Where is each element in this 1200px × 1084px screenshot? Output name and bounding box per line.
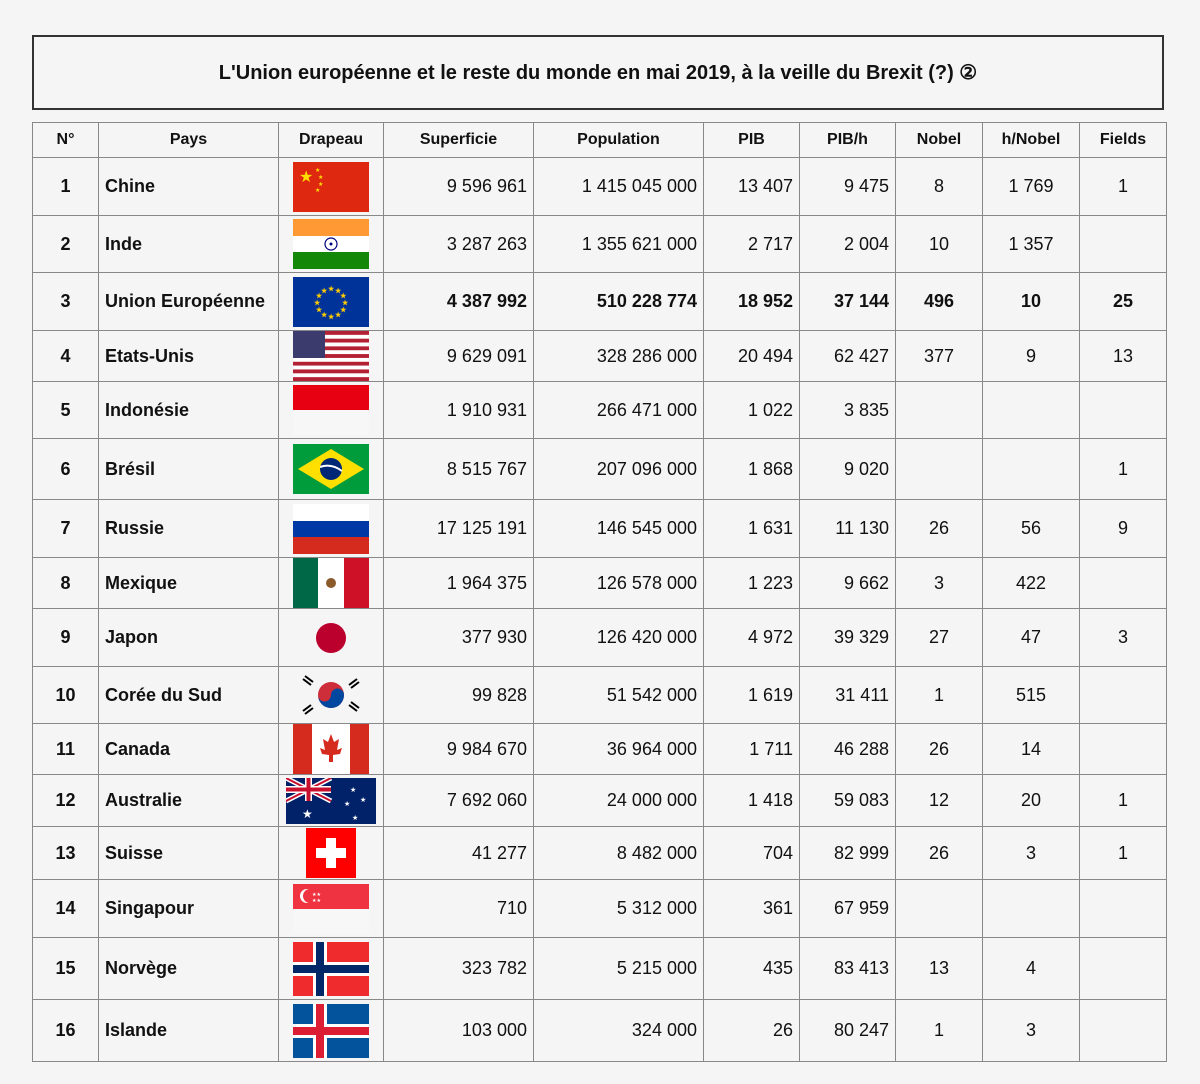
- header-row: [33, 123, 1167, 158]
- rank-cell: 12: [33, 775, 99, 827]
- table-row: [33, 827, 1167, 880]
- header-drapeau: Drapeau: [279, 123, 384, 158]
- h-nobel-cell: [983, 439, 1080, 500]
- svg-text:★: ★: [344, 800, 351, 808]
- superficie-cell: 9 629 091: [384, 331, 534, 382]
- h-nobel-cell: 9: [983, 331, 1080, 382]
- superficie-cell: 710: [384, 880, 534, 938]
- fields-cell: 1: [1080, 775, 1167, 827]
- nobel-cell: 10: [896, 216, 983, 273]
- rank-cell: 13: [33, 827, 99, 880]
- population-cell: 266 471 000: [534, 382, 704, 439]
- pib-cell: 18 952: [704, 273, 800, 331]
- pib-h-cell: 59 083: [800, 775, 896, 827]
- svg-text:★: ★: [328, 285, 335, 293]
- korea-flag-icon: [279, 667, 384, 724]
- pib-cell: 1 631: [704, 500, 800, 558]
- countries-table: [32, 122, 1167, 1062]
- fields-cell: 1: [1080, 158, 1167, 216]
- population-cell: 5 215 000: [534, 938, 704, 1000]
- svg-text:★: ★: [328, 313, 335, 321]
- pib-cell: 704: [704, 827, 800, 880]
- nobel-cell: 377: [896, 331, 983, 382]
- pib-cell: 20 494: [704, 331, 800, 382]
- nobel-cell: 12: [896, 775, 983, 827]
- country-name: Inde: [99, 216, 279, 273]
- h-nobel-cell: [983, 880, 1080, 938]
- pib-h-cell: 67 959: [800, 880, 896, 938]
- header-pib-h: PIB/h: [800, 123, 896, 158]
- fields-cell: 3: [1080, 609, 1167, 667]
- rank-cell: 11: [33, 724, 99, 775]
- fields-cell: [1080, 382, 1167, 439]
- h-nobel-cell: 1 357: [983, 216, 1080, 273]
- nobel-cell: 1: [896, 667, 983, 724]
- nobel-cell: 3: [896, 558, 983, 609]
- superficie-cell: 41 277: [384, 827, 534, 880]
- svg-text:★: ★: [314, 299, 321, 307]
- japan-flag-icon: [279, 609, 384, 667]
- table-row: [33, 667, 1167, 724]
- superficie-cell: 99 828: [384, 667, 534, 724]
- table-row: [33, 382, 1167, 439]
- header-pays: Pays: [99, 123, 279, 158]
- pib-h-cell: 80 247: [800, 1000, 896, 1062]
- h-nobel-cell: 47: [983, 609, 1080, 667]
- russia-flag-icon: [279, 500, 384, 558]
- rank-cell: 2: [33, 216, 99, 273]
- pib-cell: 1 418: [704, 775, 800, 827]
- eu-flag-icon: [279, 273, 384, 331]
- nobel-cell: 496: [896, 273, 983, 331]
- nobel-cell: 27: [896, 609, 983, 667]
- rank-cell: 5: [33, 382, 99, 439]
- header-nobel: Nobel: [896, 123, 983, 158]
- nobel-cell: 26: [896, 827, 983, 880]
- header-h-nobel: h/Nobel: [983, 123, 1080, 158]
- table-row: [33, 880, 1167, 938]
- population-cell: 146 545 000: [534, 500, 704, 558]
- india-flag-icon: [279, 216, 384, 273]
- population-cell: 24 000 000: [534, 775, 704, 827]
- population-cell: 51 542 000: [534, 667, 704, 724]
- svg-text:★: ★: [340, 306, 347, 314]
- svg-text:★: ★: [340, 292, 347, 300]
- pib-h-cell: 9 020: [800, 439, 896, 500]
- h-nobel-cell: 3: [983, 827, 1080, 880]
- pib-cell: 1 223: [704, 558, 800, 609]
- country-name: Australie: [99, 775, 279, 827]
- country-name: Union Européenne: [99, 273, 279, 331]
- h-nobel-cell: 3: [983, 1000, 1080, 1062]
- population-cell: 207 096 000: [534, 439, 704, 500]
- table-row: [33, 439, 1167, 500]
- population-cell: 1 415 045 000: [534, 158, 704, 216]
- country-name: Mexique: [99, 558, 279, 609]
- population-cell: 510 228 774: [534, 273, 704, 331]
- superficie-cell: 377 930: [384, 609, 534, 667]
- table-row: [33, 331, 1167, 382]
- table-row: [33, 609, 1167, 667]
- h-nobel-cell: 56: [983, 500, 1080, 558]
- svg-text:★: ★: [299, 166, 314, 186]
- rank-cell: 14: [33, 880, 99, 938]
- pib-cell: 1 619: [704, 667, 800, 724]
- pib-h-cell: 62 427: [800, 331, 896, 382]
- svg-text:★: ★: [302, 806, 313, 821]
- header-population: Population: [534, 123, 704, 158]
- table-row: [33, 216, 1167, 273]
- svg-text:★: ★: [335, 287, 342, 295]
- superficie-cell: 17 125 191: [384, 500, 534, 558]
- header-n: N°: [33, 123, 99, 158]
- australia-flag-icon: [279, 775, 384, 827]
- population-cell: 8 482 000: [534, 827, 704, 880]
- superficie-cell: 1 910 931: [384, 382, 534, 439]
- svg-text:★: ★: [315, 292, 323, 300]
- pib-h-cell: 83 413: [800, 938, 896, 1000]
- rank-cell: 8: [33, 558, 99, 609]
- population-cell: 126 420 000: [534, 609, 704, 667]
- svg-text:★: ★: [335, 311, 342, 319]
- nobel-cell: 26: [896, 724, 983, 775]
- population-cell: 324 000: [534, 1000, 704, 1062]
- superficie-cell: 323 782: [384, 938, 534, 1000]
- svg-text:★: ★: [315, 187, 321, 194]
- rank-cell: 7: [33, 500, 99, 558]
- population-cell: 126 578 000: [534, 558, 704, 609]
- title-box: [32, 35, 1164, 110]
- canada-flag-icon: [279, 724, 384, 775]
- svg-text:★★: ★★: [312, 897, 321, 904]
- fields-cell: 1: [1080, 827, 1167, 880]
- pib-h-cell: 39 329: [800, 609, 896, 667]
- h-nobel-cell: 20: [983, 775, 1080, 827]
- fields-cell: [1080, 880, 1167, 938]
- country-name: Suisse: [99, 827, 279, 880]
- indonesia-flag-icon: [279, 382, 384, 439]
- superficie-cell: 103 000: [384, 1000, 534, 1062]
- svg-text:★: ★: [342, 299, 349, 307]
- table-row: [33, 273, 1167, 331]
- country-name: Chine: [99, 158, 279, 216]
- h-nobel-cell: 4: [983, 938, 1080, 1000]
- pib-cell: 1 022: [704, 382, 800, 439]
- nobel-cell: 1: [896, 1000, 983, 1062]
- pib-h-cell: 46 288: [800, 724, 896, 775]
- pib-h-cell: 82 999: [800, 827, 896, 880]
- superficie-cell: 4 387 992: [384, 273, 534, 331]
- superficie-cell: 1 964 375: [384, 558, 534, 609]
- svg-text:★★: ★★: [312, 891, 321, 898]
- mexico-flag-icon: [279, 558, 384, 609]
- svg-text:★: ★: [350, 786, 357, 794]
- population-cell: 36 964 000: [534, 724, 704, 775]
- fields-cell: [1080, 938, 1167, 1000]
- superficie-cell: 7 692 060: [384, 775, 534, 827]
- pib-h-cell: 31 411: [800, 667, 896, 724]
- rank-cell: 15: [33, 938, 99, 1000]
- svg-text:★: ★: [321, 287, 328, 295]
- table-row: [33, 158, 1167, 216]
- nobel-cell: [896, 382, 983, 439]
- header-pib: PIB: [704, 123, 800, 158]
- header-fields: Fields: [1080, 123, 1167, 158]
- svg-text:★: ★: [352, 814, 359, 822]
- svg-text:★: ★: [318, 174, 324, 181]
- fields-cell: [1080, 1000, 1167, 1062]
- svg-text:★: ★: [315, 306, 323, 314]
- iceland-flag-icon: [279, 1000, 384, 1062]
- pib-cell: 4 972: [704, 609, 800, 667]
- h-nobel-cell: 10: [983, 273, 1080, 331]
- pib-cell: 13 407: [704, 158, 800, 216]
- country-name: Brésil: [99, 439, 279, 500]
- svg-text:★: ★: [318, 181, 324, 188]
- pib-h-cell: 37 144: [800, 273, 896, 331]
- fields-cell: 25: [1080, 273, 1167, 331]
- switzerland-flag-icon: [279, 827, 384, 880]
- svg-text:★: ★: [360, 796, 367, 804]
- nobel-cell: 26: [896, 500, 983, 558]
- pib-cell: 1 711: [704, 724, 800, 775]
- country-name: Norvège: [99, 938, 279, 1000]
- superficie-cell: 3 287 263: [384, 216, 534, 273]
- table-row: [33, 500, 1167, 558]
- pib-cell: 1 868: [704, 439, 800, 500]
- rank-cell: 1: [33, 158, 99, 216]
- country-name: Islande: [99, 1000, 279, 1062]
- fields-cell: [1080, 724, 1167, 775]
- pib-cell: 435: [704, 938, 800, 1000]
- table-row: [33, 1000, 1167, 1062]
- nobel-cell: 8: [896, 158, 983, 216]
- country-name: Indonésie: [99, 382, 279, 439]
- rank-cell: 3: [33, 273, 99, 331]
- country-name: Canada: [99, 724, 279, 775]
- nobel-cell: 13: [896, 938, 983, 1000]
- country-name: Corée du Sud: [99, 667, 279, 724]
- rank-cell: 16: [33, 1000, 99, 1062]
- pib-cell: 2 717: [704, 216, 800, 273]
- population-cell: 1 355 621 000: [534, 216, 704, 273]
- singapore-flag-icon: [279, 880, 384, 938]
- country-name: Russie: [99, 500, 279, 558]
- rank-cell: 4: [33, 331, 99, 382]
- country-name: Etats-Unis: [99, 331, 279, 382]
- pib-h-cell: 3 835: [800, 382, 896, 439]
- brazil-flag-icon: [279, 439, 384, 500]
- nobel-cell: [896, 880, 983, 938]
- table-row: [33, 938, 1167, 1000]
- pib-cell: 361: [704, 880, 800, 938]
- fields-cell: 9: [1080, 500, 1167, 558]
- country-name: Japon: [99, 609, 279, 667]
- table-row: [33, 558, 1167, 609]
- h-nobel-cell: 1 769: [983, 158, 1080, 216]
- population-cell: 5 312 000: [534, 880, 704, 938]
- svg-text:★: ★: [315, 167, 321, 174]
- pib-cell: 26: [704, 1000, 800, 1062]
- rank-cell: 9: [33, 609, 99, 667]
- fields-cell: [1080, 216, 1167, 273]
- pib-h-cell: 9 475: [800, 158, 896, 216]
- fields-cell: 13: [1080, 331, 1167, 382]
- nobel-cell: [896, 439, 983, 500]
- table-row: [33, 724, 1167, 775]
- country-name: Singapour: [99, 880, 279, 938]
- population-cell: 328 286 000: [534, 331, 704, 382]
- h-nobel-cell: 14: [983, 724, 1080, 775]
- header-superficie: Superficie: [384, 123, 534, 158]
- rank-cell: 10: [33, 667, 99, 724]
- usa-flag-icon: [279, 331, 384, 382]
- pib-h-cell: 11 130: [800, 500, 896, 558]
- superficie-cell: 9 984 670: [384, 724, 534, 775]
- h-nobel-cell: 515: [983, 667, 1080, 724]
- fields-cell: [1080, 667, 1167, 724]
- h-nobel-cell: [983, 382, 1080, 439]
- rank-cell: 6: [33, 439, 99, 500]
- china-flag-icon: [279, 158, 384, 216]
- norway-flag-icon: [279, 938, 384, 1000]
- table-row: [33, 775, 1167, 827]
- superficie-cell: 8 515 767: [384, 439, 534, 500]
- superficie-cell: 9 596 961: [384, 158, 534, 216]
- fields-cell: 1: [1080, 439, 1167, 500]
- svg-text:★: ★: [321, 311, 328, 319]
- fields-cell: [1080, 558, 1167, 609]
- pib-h-cell: 9 662: [800, 558, 896, 609]
- h-nobel-cell: 422: [983, 558, 1080, 609]
- page-title: L'Union européenne et le reste du monde en mai 2019, à la veille du Brexit (?) ②: [218, 62, 978, 84]
- pib-h-cell: 2 004: [800, 216, 896, 273]
